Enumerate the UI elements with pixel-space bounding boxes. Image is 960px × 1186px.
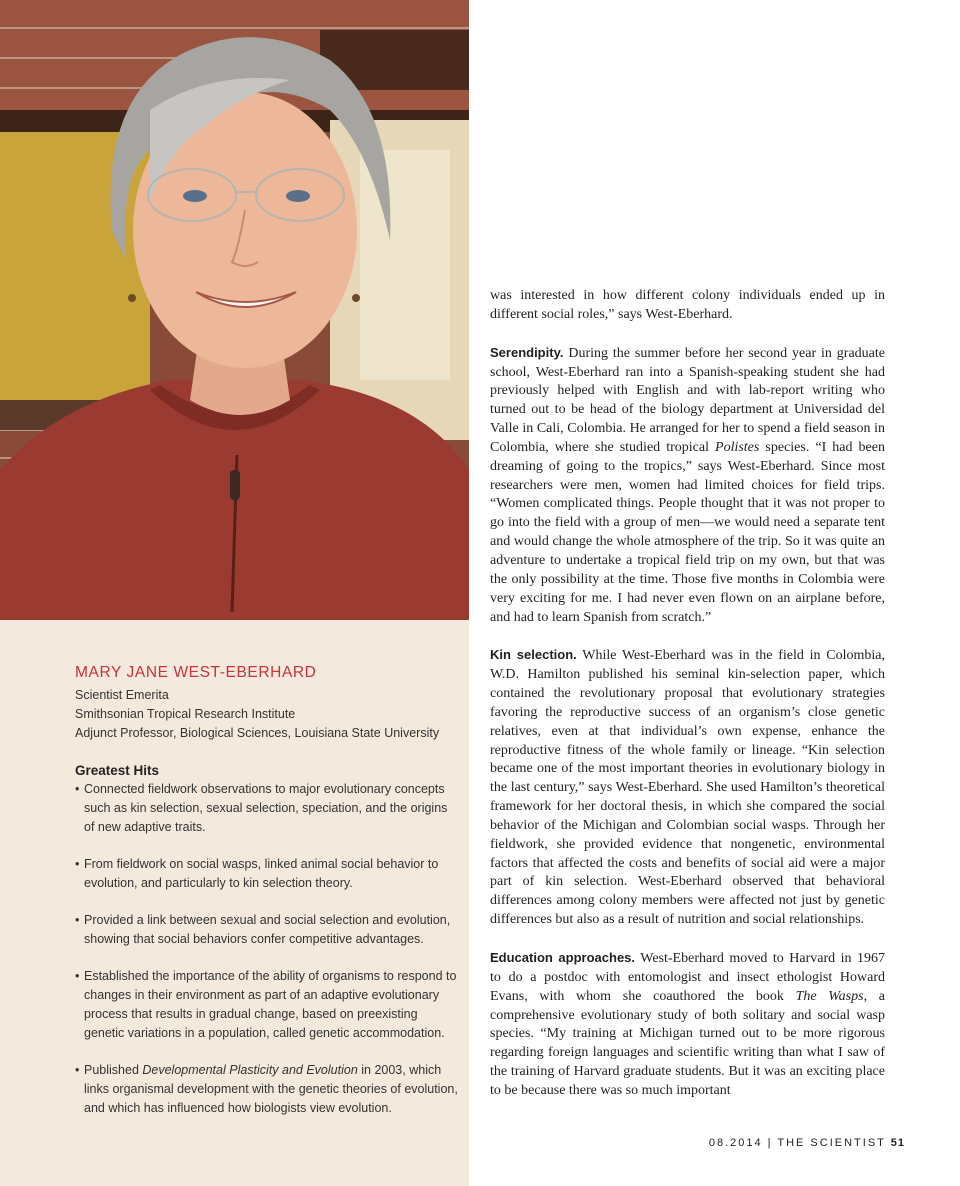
profile-position: Adjunct Professor, Biological Sciences, Louisiana State University (75, 726, 440, 740)
bullet-icon: • (75, 857, 80, 871)
profile-institution: Smithsonian Tropical Research Institute (75, 707, 296, 721)
book-title: Developmental Plasticity and Evolution (142, 1063, 358, 1077)
book-title: The Wasps (795, 988, 864, 1004)
profile-box (75, 664, 460, 1136)
paragraph-text: , a comprehensive evolutionary study of both solitary and social wasp species. “My training at Michigan turned out to be more rigorous regarding foreign languages and scientific writing than what I saw of the training of Harvard graduate students. But it was an exciting place to be because there was so much important (490, 988, 886, 1098)
hit-text-before: Published (84, 1063, 143, 1077)
paragraph-text: While West-Eberhard was in the field in Colombia, W.D. Hamilton published his seminal kin-selection paper, which contained the revolutionary proposal that evolutionary strategies favoring the reproductive success of an organism’s close genetic relatives, even at that individual’s own expense, enhance the reproductive fitness of the whole family or lineage. “Kin selection became one of the most important theories in evolutionary biology in the last century,” says West-Eberhard. She used Hamilton’s theoretical framework for her doctoral thesis, in which she compared the social behavior of the Michigan and Colombian social wasps. Through her fieldwork, she provided evidence that nongenetic, environmental factors that affected the costs and benefits of social aid were a major part of kin selection. West-Eberhard observed that behavioral differences among colony members were affected not just by genetic differences but also as a result of nutrition and social relationships. (490, 648, 885, 928)
page-number: 51 (890, 1137, 905, 1149)
profile-name: MARY JANE WEST-EBERHARD (75, 664, 317, 681)
paragraph-text: species. “I had been dreaming of going to the tropics,” says West-Eberhard. Since most researchers were men, women had limited choices for field trips. “Women complicated things. People thought that it was not proper to go into the field with a group of men—we would need a separate tent and would change the whole atmosphere of the trip. So it was quite an adventure to undertake a tropical field trip on my own, but that was the only possibility at the time. Those five months in Colombia were very exciting for me. I had never even flown on an airplane before, and had to learn Spanish from scratch.” (490, 439, 885, 625)
footer-separator: | (767, 1137, 773, 1149)
article-paragraph-kin-selection (490, 646, 885, 930)
article-paragraph: was interested in how different colony individuals ended up in different social roles,” says West-Eberhard. (490, 288, 885, 322)
hit-item (75, 780, 460, 837)
portrait-photo (0, 0, 469, 620)
section-head: Kin selection. (490, 647, 577, 663)
article-body (490, 287, 885, 1120)
hit-item (75, 1061, 460, 1118)
hit-item (75, 967, 460, 1043)
article-paragraph-serendipity (490, 344, 885, 628)
section-head: Education approaches. (490, 950, 636, 965)
bullet-icon: • (75, 913, 80, 927)
page-footer (709, 1137, 905, 1149)
hit-text: From fieldwork on social wasps, linked animal social behavior to evolution, and particularly to kin selection theory. (84, 857, 439, 890)
hit-item (75, 855, 460, 893)
bullet-icon: • (75, 1063, 80, 1077)
article-paragraph-education (490, 949, 885, 1101)
magazine-name: THE SCIENTIST (777, 1137, 886, 1149)
hit-text: Connected fieldwork observations to major evolutionary concepts such as kin selection, sexual selection, speciation, and the origins of new adaptive traits. (84, 782, 448, 834)
hit-text-after: in 2003, which links organismal development with the genetic theories of evolution, and which has influenced how biologists view evolution. (84, 1063, 458, 1115)
hit-text: Established the importance of the ability of organisms to respond to changes in their environment as part of an adaptive evolutionary process that results in gradual change, based on preexisting genetic variations in a population, called genetic accommodation. (84, 969, 457, 1040)
section-head: Serendipity. (490, 344, 564, 360)
paragraph-text: West-Eberhard moved to Harvard in 1967 to do a postdoc with entomologist and insect ethologist Howard Evans, with whom she coauthored the book (490, 951, 885, 1004)
bullet-icon: • (75, 782, 80, 796)
profile-title: Scientist Emerita (75, 688, 169, 702)
bullet-icon: • (75, 969, 80, 983)
portrait-illustration (0, 0, 469, 620)
issue-date: 08.2014 (708, 1137, 763, 1149)
profile-sidebar (0, 0, 469, 1186)
greatest-hits-heading: Greatest Hits (75, 763, 160, 778)
hit-text: Provided a link between sexual and social selection and evolution, showing that social behaviors confer competitive advantages. (84, 913, 451, 946)
paragraph-text: During the summer before her second year in graduate school, West-Eberhard ran into a Spanish-speaking student she had previously helped with English and with lab-report writing who turned out to be head of the biology department at Universidad del Valle in Cali, Colombia. He arranged for her to spend a field season in Colombia, where she studied tropical (490, 345, 885, 455)
species-name: Polistes (715, 439, 760, 455)
hit-item (75, 911, 460, 949)
